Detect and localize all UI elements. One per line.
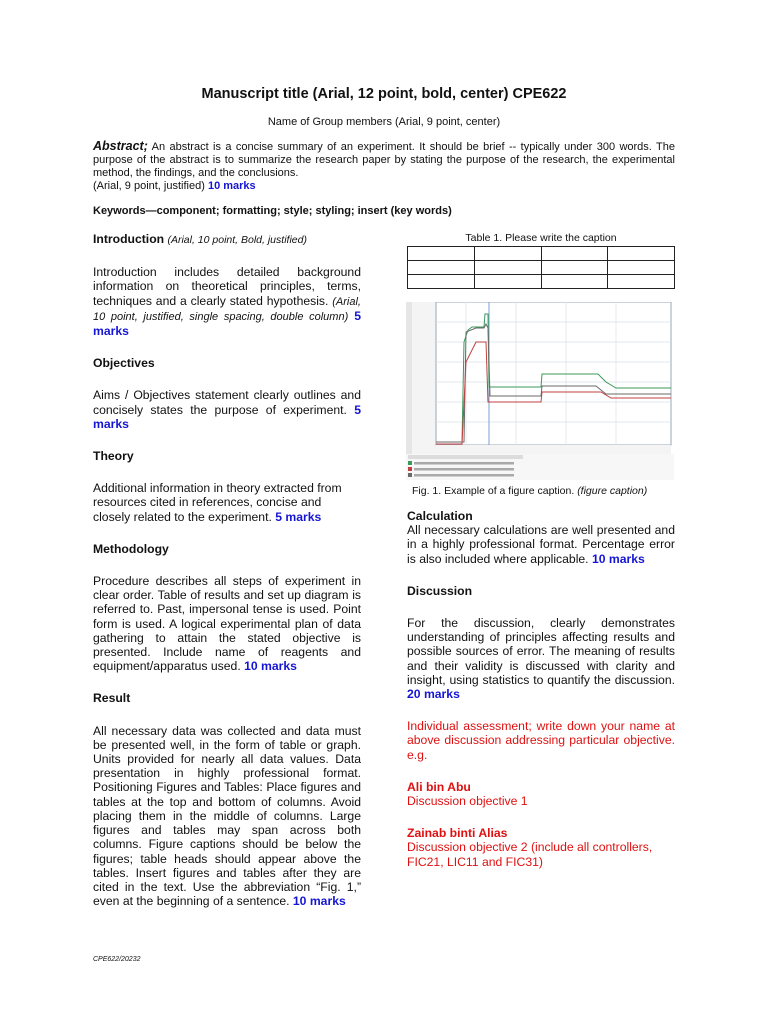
discussion-paragraph — [407, 616, 675, 701]
theory-text: Additional information in theory extracted from resources cited in references, concise and closely related to the experiment. — [93, 481, 342, 524]
figure-caption-note: (figure caption) — [577, 485, 648, 497]
plot-x-scale — [436, 445, 671, 454]
trend-plot-image — [406, 302, 674, 480]
introduction-format-note: (Arial, 10 point, justified, single spacing, double column) — [93, 295, 361, 323]
introduction-heading-note: (Arial, 10 point, Bold, justified) — [167, 234, 307, 246]
table-cell — [408, 261, 475, 275]
abstract-marks: 10 marks — [207, 180, 256, 192]
legend-row — [414, 462, 514, 465]
table-row — [408, 275, 675, 289]
legend-swatch-red — [408, 467, 412, 471]
legend-swatch-gray — [408, 473, 412, 477]
theory-marks: 5 marks — [275, 509, 322, 524]
individual-assessment-note: Individual assessment; write down your name at above discussion addressing particular objective. e.g. — [407, 719, 675, 762]
keywords: Keywords—component; formatting; style; styling; insert (key words) — [93, 205, 452, 217]
discussion-marks: 20 marks — [407, 687, 460, 702]
result-marks: 10 marks — [292, 894, 346, 909]
results-table — [407, 246, 675, 289]
result-paragraph — [93, 724, 361, 909]
introduction-paragraph — [93, 265, 361, 338]
table-cell — [541, 261, 608, 275]
member-2-task: Discussion objective 2 (include all controllers, FIC21, LIC11 and FIC31) — [407, 840, 653, 869]
group-members: Name of Group members (Arial, 9 point, center) — [267, 116, 501, 128]
member-1-task: Discussion objective 1 — [407, 794, 528, 809]
plot-y-scale — [412, 302, 436, 454]
discussion-text: For the discussion, clearly demonstrates understanding of principles affecting results and possible sources of error. The meaning of results and their validity is discussed with clarity and insight, using statistics to quantify the discussion. — [407, 616, 675, 687]
methodology-marks: 10 marks — [244, 659, 297, 674]
table-row — [408, 261, 675, 275]
abstract-format-note: (Arial, 9 point, justified) — [93, 180, 205, 192]
plot-toolbar — [406, 302, 412, 454]
abstract-block — [93, 140, 675, 193]
methodology-heading: Methodology — [93, 541, 169, 556]
table-cell — [608, 261, 675, 275]
table-cell — [541, 247, 608, 261]
objectives-heading: Objectives — [93, 356, 155, 371]
table-cell — [474, 261, 541, 275]
table-cell — [541, 275, 608, 289]
methodology-paragraph — [93, 574, 361, 673]
right-column — [407, 509, 675, 869]
table-cell — [408, 247, 475, 261]
introduction-marks: 5 marks — [93, 308, 362, 339]
left-column — [93, 232, 361, 908]
introduction-heading: Introduction (Arial, 10 point, Bold, justified) — [93, 232, 307, 246]
table-cell — [608, 275, 675, 289]
objectives-text: Aims / Objectives statement clearly outlines and concisely states the purpose of experiment. — [93, 388, 361, 417]
legend-row — [414, 468, 514, 471]
objectives-paragraph — [93, 388, 361, 431]
manuscript-title: Manuscript title (Arial, 12 point, bold, center) CPE622 — [201, 86, 567, 102]
table-cell — [474, 275, 541, 289]
theory-heading: Theory — [93, 449, 134, 464]
member-2-name: Zainab binti Alias — [407, 826, 508, 841]
legend-swatch-green — [408, 461, 412, 465]
table-caption: Table 1. Please write the caption — [465, 232, 617, 244]
figure-1-screenshot — [406, 302, 674, 480]
theory-paragraph — [93, 481, 361, 524]
abstract-text: An abstract is a concise summary of an experiment. It should be brief -- typically under 300 words. The purpose of the abstract is to summarize the research paper by stating the purpose of the research, the experimental method, the findings, and the conclusions. — [93, 141, 675, 179]
table-cell — [408, 275, 475, 289]
legend-header — [408, 455, 523, 459]
result-heading: Result — [93, 691, 131, 706]
page-footer: CPE622/20232 — [93, 956, 141, 963]
result-text: All necessary data was collected and data must be presented well, in the form of table or graph. Units provided for nearly all data values. Data presentation in highly professional format. Positioning Figures and Tables: Place figures and tables at the top and bottom of columns. Avoid placing them in the middle of columns. Large figures and tables may span across both columns. Figure captions should be below the figures; table heads should appear above the tables. Insert figures and tables after they are cited in the text. Use the abbreviation “Fig. 1,” even at the beginning of a sentence. — [93, 723, 361, 909]
calculation-marks: 10 marks — [591, 551, 645, 566]
abstract-heading: Abstract; — [93, 139, 148, 153]
calculation-heading: Calculation — [407, 509, 473, 523]
table-row — [408, 247, 675, 261]
calculation-text: All necessary calculations are well presented and in a highly professional format. Percentage error is also included where applicable. — [407, 523, 675, 566]
figure-caption: Fig. 1. Example of a figure caption. (figure caption) — [412, 485, 648, 497]
legend-row — [414, 474, 514, 477]
member-1-name: Ali bin Abu — [407, 779, 471, 794]
objectives-marks: 5 marks — [93, 402, 361, 431]
introduction-text: Introduction includes detailed background information on theoretical principles, terms, techniques and a clearly stated hypothesis. — [93, 265, 361, 308]
table-cell — [608, 247, 675, 261]
methodology-text: Procedure describes all steps of experiment in clear order. Table of results and set up diagram is referred to. Past, impersonal tense is used. Point form is used. A logical experimental plan of data gathering to attain the stated objective is presented. Include name of reagents and equipment/apparatus used. — [93, 574, 361, 674]
discussion-heading: Discussion — [407, 583, 473, 598]
table-cell — [474, 247, 541, 261]
calculation-paragraph — [407, 523, 675, 566]
